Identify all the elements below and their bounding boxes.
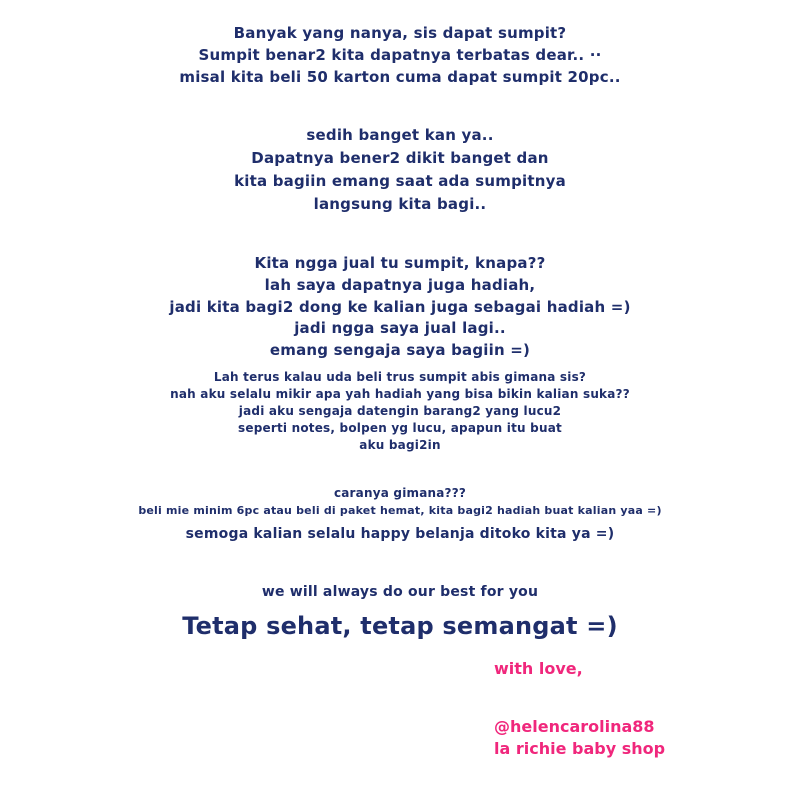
- text-line: Sumpit benar2 kita dapatnya terbatas dear.. ··: [198, 46, 602, 64]
- text-line: caranya gimana???: [333, 486, 467, 500]
- headline: Tetap sehat, tetap semangat =): [182, 612, 618, 640]
- text-line: misal kita beli 50 karton cuma dapat sumpit 20pc..: [179, 68, 621, 86]
- signoff: with love,: [494, 659, 583, 678]
- tagline: we will always do our best for you: [261, 584, 539, 600]
- text-line: emang sengaja saya bagiin =): [269, 341, 531, 359]
- text-line: semoga kalian selalu happy belanja ditoko kita ya =): [185, 526, 615, 542]
- text-line: aku bagi2in: [359, 438, 441, 452]
- instagram-handle: @helencarolina88: [494, 717, 655, 736]
- text-line: langsung kita bagi..: [313, 195, 487, 213]
- text-line: nah aku selalu mikir apa yah hadiah yang bisa bikin kalian suka??: [170, 387, 630, 401]
- text-line: Dapatnya bener2 dikit banget dan: [251, 149, 549, 167]
- text-line: kita bagiin emang saat ada sumpitnya: [234, 172, 566, 190]
- text-line: jadi kita bagi2 dong ke kalian juga sebagai hadiah =): [169, 298, 631, 316]
- text-line: Banyak yang nanya, sis dapat sumpit?: [233, 24, 567, 42]
- text-line: Kita ngga jual tu sumpit, knapa??: [254, 254, 546, 272]
- text-line: jadi ngga saya jual lagi..: [294, 319, 506, 337]
- text-line: sedih banget kan ya..: [306, 126, 494, 144]
- text-line: jadi aku sengaja datengin barang2 yang lucu2: [238, 404, 562, 418]
- text-line: beli mie minim 6pc atau beli di paket hemat, kita bagi2 hadiah buat kalian yaa =): [138, 504, 662, 517]
- shop-name: la richie baby shop: [494, 739, 666, 758]
- text-line: Lah terus kalau uda beli trus sumpit abis gimana sis?: [213, 370, 587, 384]
- text-line: lah saya dapatnya juga hadiah,: [264, 276, 536, 294]
- text-line: seperti notes, bolpen yg lucu, apapun itu buat: [238, 421, 562, 435]
